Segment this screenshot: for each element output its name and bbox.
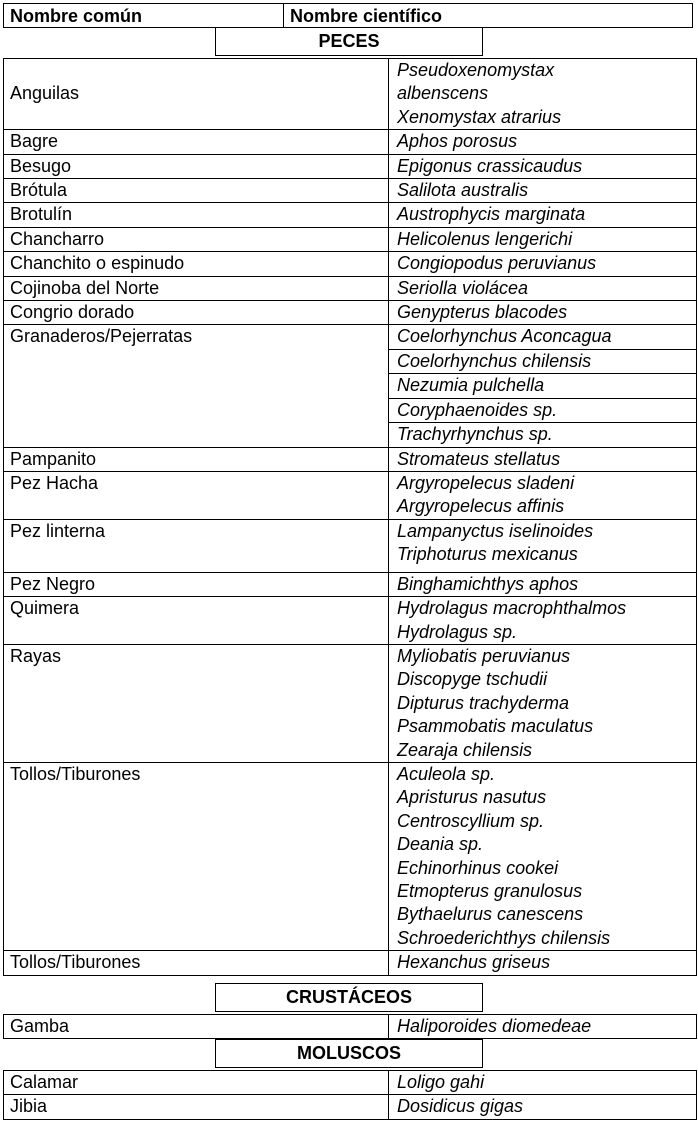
common-name: Besugo <box>4 154 389 178</box>
table-row <box>4 154 697 178</box>
table-row <box>4 276 697 300</box>
table-row <box>4 762 697 950</box>
table-row <box>4 519 697 572</box>
scientific-name: Stromateus stellatus <box>389 447 697 471</box>
scientific-name: Hexanchus griseus <box>389 951 697 975</box>
scientific-name: Haliporoides diomedeae <box>389 1015 697 1039</box>
scientific-name: Dosidicus gigas <box>389 1095 697 1119</box>
scientific-name: Epigonus crassicaudus <box>389 154 697 178</box>
table-row <box>4 471 697 519</box>
scientific-name: Coryphaenoides sp. <box>389 398 697 422</box>
moluscos-table <box>3 1070 697 1120</box>
common-name: Jibia <box>4 1095 389 1119</box>
table-row <box>4 227 697 251</box>
common-name: Rayas <box>4 644 389 762</box>
header-scientific: Nombre científico <box>283 3 693 28</box>
peces-table <box>3 58 697 976</box>
scientific-name: Aphos porosus <box>389 130 697 154</box>
table-row <box>4 301 697 325</box>
common-name: Pez Negro <box>4 572 389 596</box>
table-row <box>4 572 697 596</box>
table-row <box>4 59 697 130</box>
table-row <box>4 130 697 154</box>
scientific-name: Hydrolagus macrophthalmos Hydrolagus sp. <box>389 597 697 645</box>
common-name: Pez Hacha <box>4 471 389 519</box>
scientific-name: Seriolla violácea <box>389 276 697 300</box>
scientific-name: Binghamichthys aphos <box>389 572 697 596</box>
section-crustaceos: CRUSTÁCEOS <box>215 983 483 1012</box>
section-moluscos: MOLUSCOS <box>215 1039 483 1068</box>
scientific-name: Lampanyctus iselinoides Triphoturus mexicanus <box>389 519 697 572</box>
scientific-name: Nezumia pulchella <box>389 374 697 398</box>
table-row <box>4 252 697 276</box>
scientific-name: Coelorhynchus Aconcagua <box>389 325 697 349</box>
table-row <box>4 325 697 349</box>
common-name: Tollos/Tiburones <box>4 762 389 950</box>
crustaceos-table <box>3 1014 697 1039</box>
common-name: Brotulín <box>4 203 389 227</box>
common-name: Bagre <box>4 130 389 154</box>
table-row <box>4 447 697 471</box>
scientific-name: Congiopodus peruvianus <box>389 252 697 276</box>
common-name: Calamar <box>4 1071 389 1095</box>
common-name: Pampanito <box>4 447 389 471</box>
table-row <box>4 951 697 975</box>
scientific-name: Genypterus blacodes <box>389 301 697 325</box>
table-row <box>4 1015 697 1039</box>
common-name: Brótula <box>4 179 389 203</box>
common-name: Chanchito o espinudo <box>4 252 389 276</box>
common-name: Anguilas <box>4 59 389 130</box>
common-name: Pez linterna <box>4 519 389 572</box>
common-name: Chancharro <box>4 227 389 251</box>
table-row <box>4 203 697 227</box>
common-name: Quimera <box>4 597 389 645</box>
scientific-name: Myliobatis peruvianus Discopyge tschudii Dipturus trachyderma Psammobatis maculatus Zearaja chilensis <box>389 644 697 762</box>
common-name: Granaderos/Pejerratas <box>4 325 389 447</box>
common-name: Tollos/Tiburones <box>4 951 389 975</box>
common-name: Gamba <box>4 1015 389 1039</box>
table-row <box>4 1095 697 1119</box>
table-row <box>4 1071 697 1095</box>
common-name: Congrio dorado <box>4 301 389 325</box>
table-row <box>4 597 697 645</box>
scientific-name: Aculeola sp. Apristurus nasutus Centroscyllium sp. Deania sp. Echinorhinus cookei Etmopterus granulosus Bythaelurus canescens Schroederichthys chilensis <box>389 762 697 950</box>
scientific-name: Loligo gahi <box>389 1071 697 1095</box>
header-common: Nombre común <box>3 3 284 28</box>
scientific-name: Helicolenus lengerichi <box>389 227 697 251</box>
scientific-name: Austrophycis marginata <box>389 203 697 227</box>
scientific-name: Coelorhynchus chilensis <box>389 349 697 373</box>
scientific-name: Pseudoxenomystax albenscens Xenomystax atrarius <box>389 59 697 130</box>
scientific-name: Trachyrhynchus sp. <box>389 423 697 447</box>
table-row <box>4 179 697 203</box>
table-row <box>4 644 697 762</box>
section-peces: PECES <box>215 27 483 56</box>
scientific-name: Salilota australis <box>389 179 697 203</box>
common-name: Cojinoba del Norte <box>4 276 389 300</box>
scientific-name: Argyropelecus sladeni Argyropelecus affinis <box>389 471 697 519</box>
